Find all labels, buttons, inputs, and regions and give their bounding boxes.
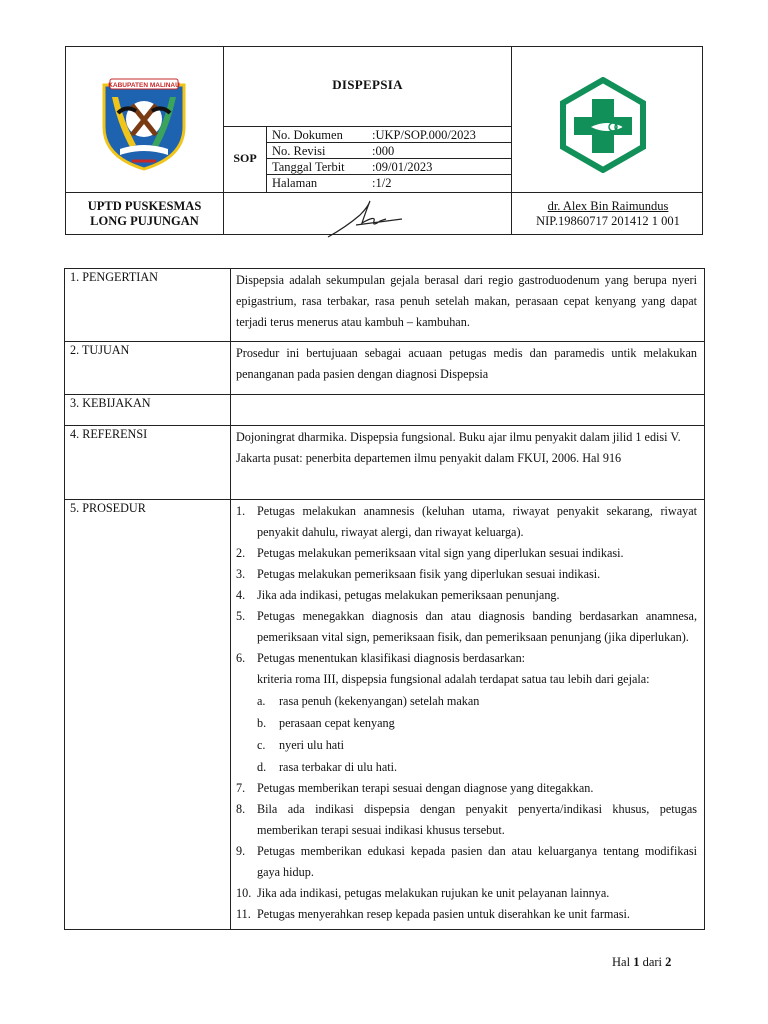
row-label: 4. REFERENSI — [65, 426, 231, 500]
step-text: Jika ada indikasi, petugas melakukan pemeriksaan penunjang. — [257, 588, 560, 602]
criteria-list — [257, 690, 697, 778]
step-extra-text: kriteria roma III, dispepsia fungsional adalah terdapat satua tau lebih dari gejala: — [257, 672, 650, 686]
meta-key: No. Revisi — [272, 144, 326, 158]
row-label: 2. TUJUAN — [65, 342, 231, 395]
row-text: Prosedur ini bertujuaan sebagai acuaan petugas medis dan paramedis untik melakukan penanganan pada pasien dengan diagnosi Dispepsia — [231, 342, 705, 395]
list-item — [236, 648, 697, 778]
list-item — [236, 606, 697, 648]
step-number: 4. — [236, 588, 246, 602]
doctor-signatory — [512, 199, 704, 229]
step-number: 5. — [236, 609, 246, 623]
meta-key: Tanggal Terbit — [272, 160, 345, 174]
sub-text: perasaan cepat kenyang — [279, 716, 395, 730]
regency-emblem-icon — [96, 75, 192, 171]
org-line: UPTD PUSKESMAS — [87, 199, 202, 213]
divider — [66, 192, 702, 193]
procedure-steps — [231, 500, 705, 930]
step-text: Petugas melakukan pemeriksaan fisik yang diperlukan sesuai indikasi. — [257, 567, 601, 581]
sub-number: d. — [257, 760, 267, 774]
list-item — [257, 690, 697, 712]
meta-key: No. Dokumen — [272, 128, 343, 142]
row-label: 3. KEBIJAKAN — [65, 395, 231, 426]
organization-name — [66, 199, 223, 229]
row-tujuan — [65, 342, 705, 395]
sop-content-table — [64, 268, 705, 930]
step-text: Petugas memberikan edukasi kepada pasien dan atau keluarganya tentang modifikasi gaya hidup. — [257, 844, 697, 879]
list-item — [236, 585, 697, 606]
list-item — [236, 841, 697, 883]
logo-banner-text: KABUPATEN MALINAU — [108, 82, 180, 89]
step-number: 2. — [236, 546, 246, 560]
meta-value: :000 — [372, 144, 395, 158]
list-item — [236, 799, 697, 841]
sub-number: a. — [257, 694, 266, 708]
doctor-name: dr. Alex Bin Raimundus — [547, 199, 669, 213]
list-item — [236, 883, 697, 904]
list-item — [236, 904, 697, 925]
signature-icon — [316, 197, 416, 239]
step-number: 1. — [236, 504, 246, 518]
list-item — [257, 756, 697, 778]
sub-number: b. — [257, 716, 267, 730]
step-number: 3. — [236, 567, 246, 581]
list-item — [236, 564, 697, 585]
sub-text: rasa terbakar di ulu hati. — [279, 760, 398, 774]
sop-label: SOP — [233, 151, 257, 165]
step-text: Petugas memberikan terapi sesuai dengan diagnose yang ditegakkan. — [257, 781, 594, 795]
step-text: Petugas melakukan pemeriksaan vital sign yang diperlukan sesuai indikasi. — [257, 546, 624, 560]
list-item — [257, 734, 697, 756]
kemenkes-logo — [557, 77, 649, 173]
step-text: Petugas menyerahkan resep kepada pasien untuk diserahkan ke unit farmasi. — [257, 907, 630, 921]
row-text: Dojoningrat dharmika. Dispepsia fungsional. Buku ajar ilmu penyakit dalam jilid 1 edisi V. Jakarta pusat: penerbita departemen ilmu penyakit dalam FKUI, 2006. Hal 916 — [231, 426, 705, 500]
divider — [266, 126, 267, 192]
current-page: 1 — [633, 955, 640, 969]
step-text: Jika ada indikasi, petugas melakukan rujukan ke unit pelayanan lainnya. — [257, 886, 610, 900]
doctor-nip: NIP.19860717 201412 1 001 — [536, 214, 680, 228]
signature — [316, 197, 416, 237]
health-ministry-icon — [557, 77, 649, 173]
row-label: 5. PROSEDUR — [65, 500, 231, 930]
org-line: LONG PUJUNGAN — [90, 214, 199, 228]
meta-value: :UKP/SOP.000/2023 — [372, 128, 476, 142]
list-item — [236, 501, 697, 543]
row-pengertian — [65, 269, 705, 342]
step-number: 11. — [236, 907, 251, 921]
step-text: Petugas melakukan anamnesis (keluhan utama, riwayat penyakit sekarang, riwayat penyakit dahulu, riwayat alergi, dan riwayat keluarga). — [257, 504, 697, 539]
row-prosedur — [65, 500, 705, 930]
step-text: Petugas menentukan klasifikasi diagnosis berdasarkan: — [257, 651, 526, 665]
step-number: 8. — [236, 802, 246, 816]
page-number — [612, 955, 671, 970]
divider — [223, 47, 224, 235]
document-title: DISPEPSIA — [332, 77, 403, 92]
step-number: 9. — [236, 844, 246, 858]
list-item — [236, 778, 697, 799]
page-mid: dari — [642, 955, 662, 969]
row-text — [231, 395, 705, 426]
list-item — [257, 712, 697, 734]
row-text: Dispepsia adalah sekumpulan gejala berasal dari regio gastroduodenum yang berupa nyeri epigastrium, rasa terbakar, rasa penuh setelah makan, perasaan cepat kenyang yang dapat terjadi terus menerus atau kambuh – kambuhan. — [231, 269, 705, 342]
row-kebijakan — [65, 395, 705, 426]
row-referensi — [65, 426, 705, 500]
list-item — [236, 543, 697, 564]
document-header — [65, 46, 703, 235]
total-pages: 2 — [665, 955, 672, 969]
step-text: Bila ada indikasi dispepsia dengan penyakit penyerta/indikasi khusus, petugas memberikan terapi sesuai indikasi khusus tersebut. — [257, 802, 697, 837]
step-number: 10. — [236, 886, 252, 900]
sub-text: rasa penuh (kekenyangan) setelah makan — [279, 694, 480, 708]
page-prefix: Hal — [612, 955, 631, 969]
meta-key: Halaman — [272, 176, 318, 190]
step-number: 6. — [236, 651, 246, 665]
procedure-list — [236, 501, 697, 925]
row-label: 1. PENGERTIAN — [65, 269, 231, 342]
step-number: 7. — [236, 781, 246, 795]
meta-value: :1/2 — [372, 176, 392, 190]
regency-logo — [96, 75, 192, 171]
sub-text: nyeri ulu hati — [279, 738, 344, 752]
step-text: Petugas menegakkan diagnosis dan atau diagnosis banding berdasarkan anamnesa, pemeriksaan vital sign, pemeriksaan fisik, dan pemeriksaan penunjang (jika diperlukan). — [257, 609, 697, 644]
meta-value: :09/01/2023 — [372, 160, 433, 174]
sub-number: c. — [257, 738, 266, 752]
